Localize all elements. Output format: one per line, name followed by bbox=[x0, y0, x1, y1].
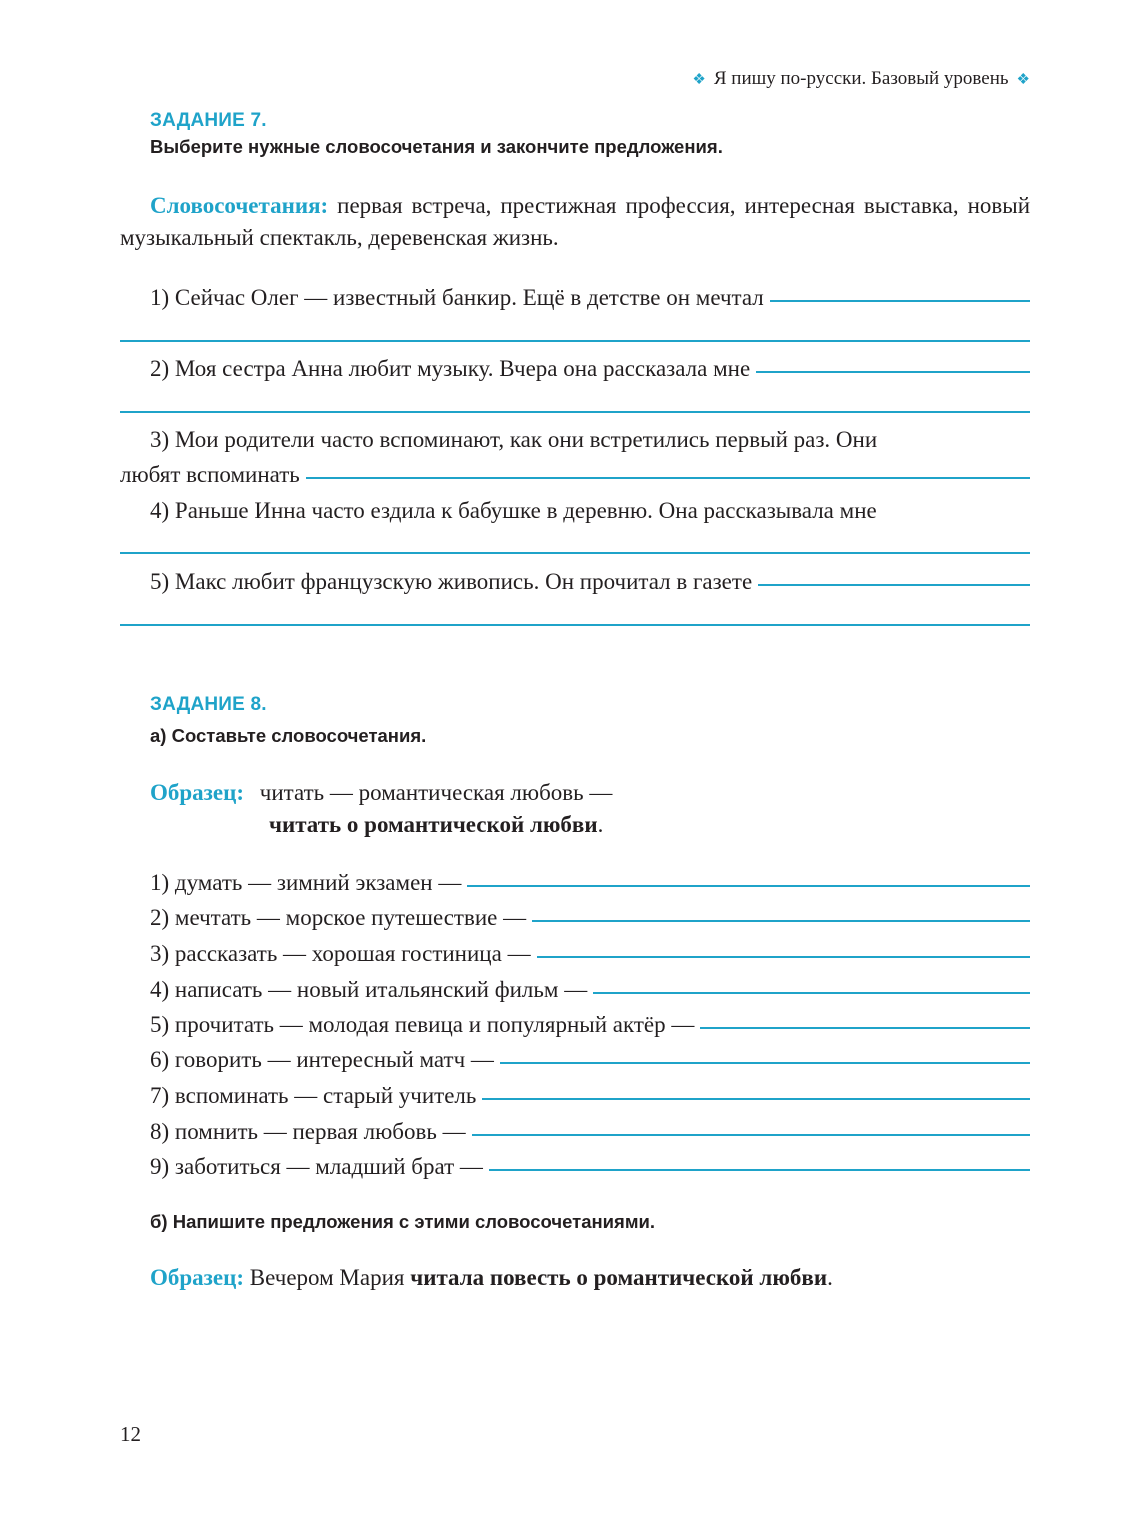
list-item bbox=[150, 977, 1030, 1003]
sample-b bbox=[150, 1265, 833, 1291]
answer-line[interactable] bbox=[532, 920, 1030, 922]
sentence-row bbox=[150, 498, 1030, 524]
header-title: Я пишу по-русски. Базовый уровень bbox=[713, 68, 1009, 89]
sample-label: Образец: bbox=[150, 780, 245, 805]
sample-b-plain: Вечером Мария bbox=[249, 1265, 405, 1290]
answer-line[interactable] bbox=[593, 992, 1030, 994]
task8-part-b: б) Напишите предложения с этими словосочетаниями. bbox=[150, 1211, 656, 1232]
answer-line[interactable] bbox=[700, 1027, 1030, 1029]
answer-line[interactable] bbox=[306, 477, 1030, 479]
sentence-text: 4) Раньше Инна часто ездила к бабушке в деревню. Она рассказывала мне bbox=[150, 498, 877, 523]
item-text: 2) мечтать — морское путешествие — bbox=[150, 905, 527, 930]
sentence-text: любят вспоминать bbox=[120, 462, 300, 487]
sentence-row bbox=[150, 356, 1030, 382]
item-text: 1) думать — зимний экзамен — bbox=[150, 870, 462, 895]
sample-b-bold: читала повесть о романтической любви bbox=[410, 1265, 828, 1290]
item-text: 5) прочитать — молодая певица и популярный актёр — bbox=[150, 1012, 695, 1037]
answer-line[interactable] bbox=[770, 300, 1030, 302]
sentence-text: 3) Мои родители часто вспоминают, как они встретились первый раз. Они bbox=[150, 427, 878, 452]
answer-line[interactable] bbox=[120, 411, 1030, 413]
item-text: 6) говорить — интересный матч — bbox=[150, 1047, 494, 1072]
sample-answer-end: . bbox=[597, 812, 604, 837]
list-item bbox=[150, 870, 1030, 896]
sample-answer-bold: читать о романтической любви bbox=[269, 812, 598, 837]
sentence-text: 2) Моя сестра Анна любит музыку. Вчера она рассказала мне bbox=[150, 356, 751, 381]
answer-line[interactable] bbox=[120, 624, 1030, 626]
sentence-row bbox=[150, 569, 1030, 595]
item-text: 8) помнить — первая любовь — bbox=[150, 1119, 466, 1144]
answer-line[interactable] bbox=[120, 552, 1030, 554]
diamond-icon: ❖ bbox=[692, 71, 706, 88]
task7-phrases bbox=[120, 190, 1030, 254]
sentence-text: 1) Сейчас Олег — известный банкир. Ещё в детстве он мечтал bbox=[150, 285, 764, 310]
task8-part-a: а) Составьте словосочетания. bbox=[150, 725, 427, 746]
list-item bbox=[150, 1083, 1030, 1109]
answer-line[interactable] bbox=[467, 885, 1030, 887]
item-text: 3) рассказать — хорошая гостиница — bbox=[150, 941, 531, 966]
answer-line[interactable] bbox=[756, 371, 1030, 373]
answer-line[interactable] bbox=[500, 1062, 1030, 1064]
sentence-row bbox=[150, 285, 1030, 311]
item-text: 4) написать — новый итальянский фильм — bbox=[150, 977, 588, 1002]
sentence-row bbox=[150, 427, 1030, 453]
sample-b-end: . bbox=[827, 1265, 833, 1290]
answer-line[interactable] bbox=[482, 1098, 1030, 1100]
sentence-text: 5) Макс любит французскую живопись. Он прочитал в газете bbox=[150, 569, 753, 594]
list-item bbox=[150, 1154, 1030, 1180]
list-item bbox=[150, 1119, 1030, 1145]
running-header bbox=[692, 68, 1030, 90]
sample-line1: читать — романтическая любовь — bbox=[259, 780, 613, 805]
list-item bbox=[150, 1047, 1030, 1073]
item-text: 9) заботиться — младший брат — bbox=[150, 1154, 483, 1179]
sample-a-answer bbox=[269, 812, 603, 838]
answer-line[interactable] bbox=[489, 1169, 1030, 1171]
task8-title: ЗАДАНИЕ 8. bbox=[150, 694, 267, 715]
list-item bbox=[150, 905, 1030, 931]
answer-line[interactable] bbox=[537, 956, 1030, 958]
answer-line[interactable] bbox=[472, 1134, 1030, 1136]
sample-a bbox=[150, 780, 612, 806]
diamond-icon: ❖ bbox=[1016, 71, 1030, 88]
phrases-label: Словосочетания: bbox=[150, 193, 329, 218]
page-number: 12 bbox=[120, 1422, 141, 1446]
item-text: 7) вспоминать — старый учитель bbox=[150, 1083, 477, 1108]
list-item bbox=[150, 1012, 1030, 1038]
task7-instruction: Выберите нужные словосочетания и закончите предложения. bbox=[150, 136, 723, 157]
phrases-text: первая встреча, престижная профессия, интересная выставка, новый музыкальный спектакль, деревенская жизнь. bbox=[120, 193, 1030, 250]
task7-title: ЗАДАНИЕ 7. bbox=[150, 110, 267, 131]
answer-line[interactable] bbox=[758, 584, 1030, 586]
answer-line[interactable] bbox=[120, 340, 1030, 342]
sample-label: Образец: bbox=[150, 1265, 245, 1290]
sentence-row bbox=[120, 462, 1030, 488]
list-item bbox=[150, 941, 1030, 967]
